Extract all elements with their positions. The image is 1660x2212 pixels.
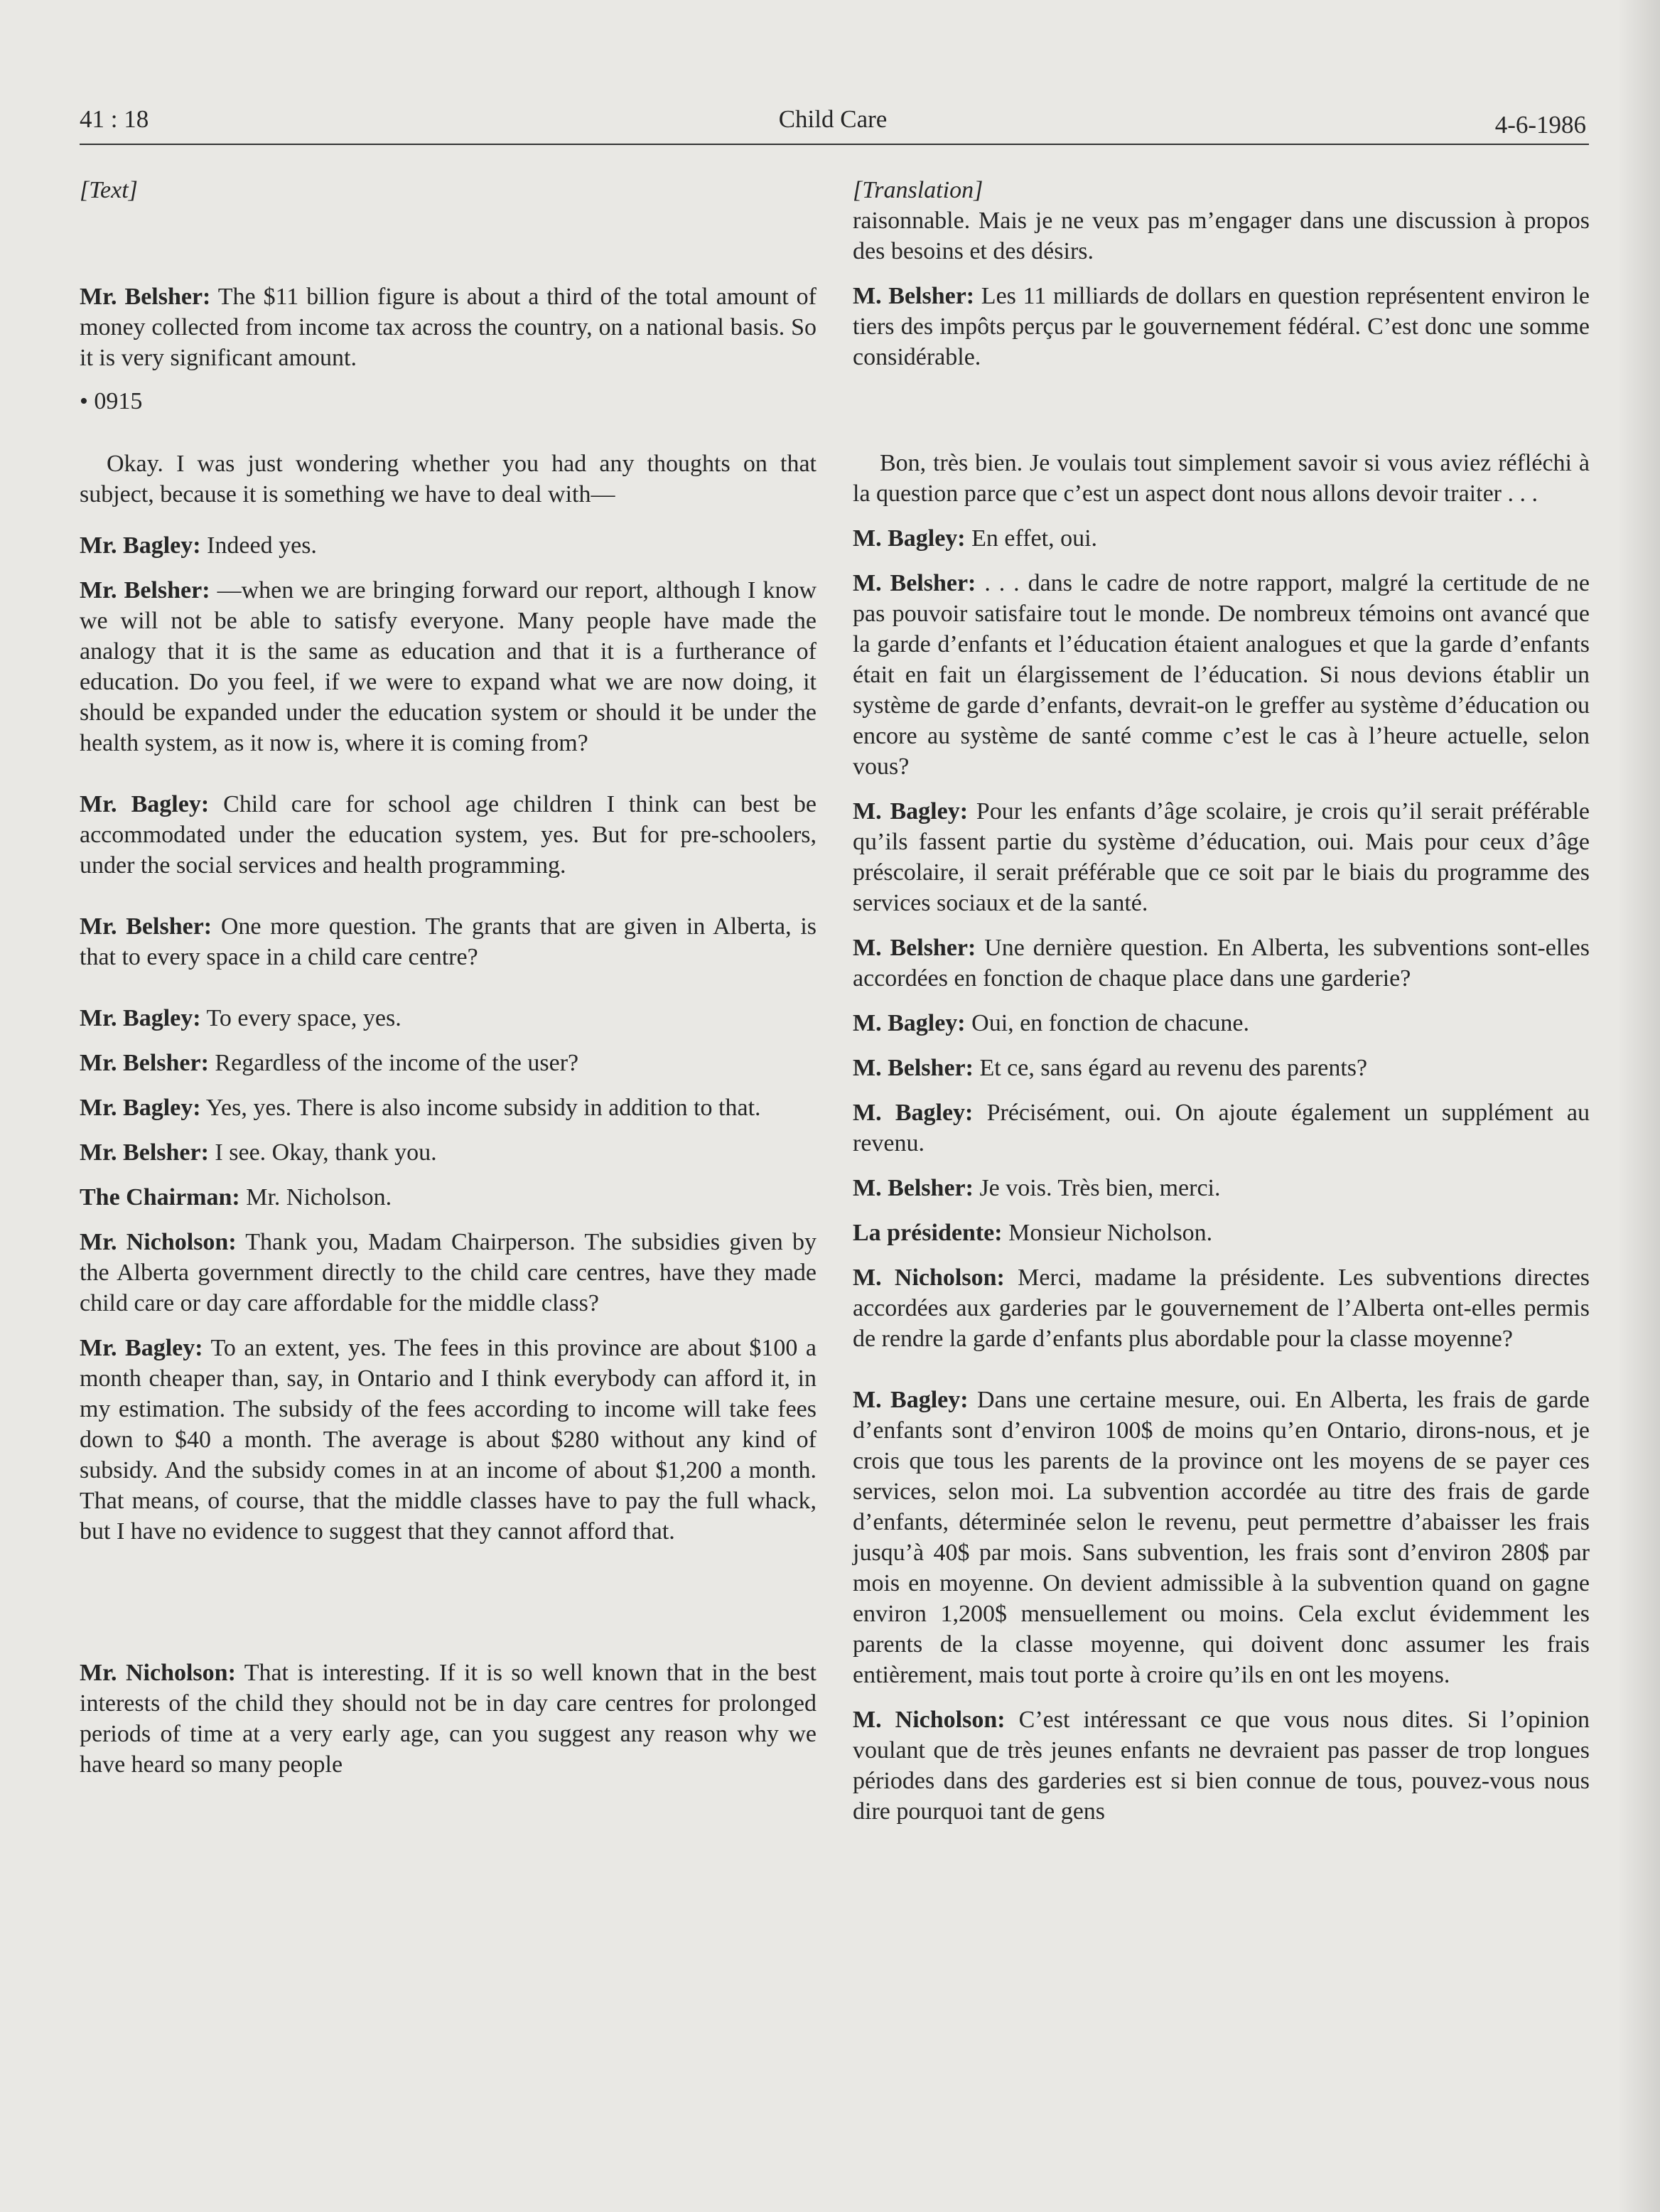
speaker-label: Mr. Bagley: [80, 1335, 203, 1361]
transcript-paragraph [80, 1227, 816, 1319]
paragraph-text: Monsieur Nicholson. [1002, 1220, 1213, 1246]
transcript-paragraph [80, 1182, 816, 1213]
speaker-label: La présidente: [853, 1220, 1003, 1246]
speaker-label: M. Bagley: [853, 1387, 969, 1413]
speaker-label: Mr. Bagley: [80, 532, 201, 559]
paragraph-text: I see. Okay, thank you. [208, 1139, 437, 1166]
transcript-paragraph [80, 530, 816, 561]
english-column [80, 175, 816, 1780]
paragraph-text: Dans une certaine mesure, oui. En Alberta, les frais de garde d’enfants sont d’environ 100$ de moins qu’en Ontario, dirons-nous, et je crois que tous les parents de la province ont les moyens de se payer ces services, selon moi. La subvention accordée au titre des frais de garde d’enfants, déterminée selon le revenu, peut permettre d’abaisser les frais jusqu’à 40$ par mois. Sans subvention, les frais sont d’environ 280$ par mois en moyenne. On devient admissible à la subvention quand on gagne environ 1,200$ mensuellement ou moins. Cela exclut évidemment les parents de la classe moyenne, qui doivent donc assumer les frais entièrement, mais tout porte à croire qu’ils en ont les moyens. [853, 1387, 1590, 1688]
paragraph-text: Précisément, oui. On ajoute également un supplément au revenu. [853, 1100, 1590, 1156]
speaker-label: M. Belsher: [853, 1055, 974, 1081]
transcript-paragraph [853, 1262, 1590, 1354]
paragraph-text: Thank you, Madam Chairperson. The subsidies given by the Alberta government directly to the child care centres, have they made child care or day care affordable for the middle class? [80, 1229, 816, 1316]
column-heading: [Translation] [853, 177, 983, 203]
speaker-label: Mr. Belsher: [80, 577, 210, 603]
header-rule [80, 144, 1589, 145]
speaker-label: M. Bagley: [853, 525, 966, 552]
paragraph-text: Indeed yes. [200, 532, 317, 559]
paragraph-text: Je vois. Très bien, merci. [973, 1175, 1221, 1201]
paragraph-text: Pour les enfants d’âge scolaire, je crois qu’il serait préférable qu’ils fassent partie du système d’éducation, oui. Mais pour ceux d’âge préscolaire, il serait préférable que ce soit par le biais du programme des services sociaux et de la santé. [853, 798, 1590, 916]
paragraph-text: Et ce, sans égard au revenu des parents? [973, 1055, 1368, 1081]
speaker-label: Mr. Bagley: [80, 791, 210, 817]
paragraph-text: Mr. Nicholson. [239, 1184, 392, 1210]
transcript-paragraph [853, 1173, 1590, 1203]
paragraph-text: Child care for school age children I think can best be accommodated under the education system, yes. But for pre-schoolers, under the social services and health programming. [80, 791, 816, 879]
transcript-paragraph [853, 281, 1590, 372]
speaker-label: M. Nicholson: [853, 1265, 1005, 1291]
transcript-paragraph [853, 568, 1590, 782]
speaker-label: M. Bagley: [853, 798, 969, 825]
speaker-label: M. Nicholson: [853, 1707, 1006, 1733]
transcript-paragraph [853, 448, 1590, 509]
transcript-paragraph [80, 1048, 816, 1078]
paragraph-text: Yes, yes. There is also income subsidy in addition to that. [200, 1095, 761, 1121]
speaker-label: M. Belsher: [853, 283, 975, 309]
transcript-paragraph [853, 1053, 1590, 1083]
speaker-label: Mr. Belsher: [80, 284, 211, 310]
speaker-label: Mr. Bagley: [80, 1095, 201, 1121]
speaker-label: M. Belsher: [853, 1175, 974, 1201]
speaker-label: Mr. Belsher: [80, 1139, 209, 1166]
speaker-label: The Chairman: [80, 1184, 240, 1210]
paragraph-text: Regardless of the income of the user? [208, 1050, 579, 1076]
transcript-paragraph [80, 911, 816, 972]
paragraph-text: Bon, très bien. Je voulais tout simplement savoir si vous aviez réfléchi à la question parce que c’est un aspect dont nous allons devoir traiter . . . [853, 450, 1590, 507]
speaker-label: M. Belsher: [853, 570, 976, 596]
transcript-paragraph [853, 205, 1590, 267]
paragraph-text: The $11 billion figure is about a third of the total amount of money collected from income tax across the country, on a national basis. So it is very significant amount. [80, 284, 816, 371]
paragraph-text: Okay. I was just wondering whether you had any thoughts on that subject, because it is something we have to deal with— [80, 451, 816, 508]
transcript-paragraph [80, 1092, 816, 1123]
transcript-paragraph [853, 1008, 1590, 1038]
french-column [853, 175, 1590, 1827]
transcript-paragraph [80, 575, 816, 758]
transcript-paragraph [853, 796, 1590, 918]
paragraph-text: Oui, en fonction de chacune. [965, 1010, 1249, 1036]
transcript-paragraph [853, 1218, 1590, 1248]
speaker-label: M. Bagley: [853, 1100, 974, 1126]
transcript-paragraph [853, 523, 1590, 554]
column-heading: [Text] [80, 177, 138, 203]
speaker-label: Mr. Belsher: [80, 1050, 209, 1076]
timestamp: • 0915 [80, 388, 143, 414]
transcript-paragraph [853, 933, 1590, 994]
paragraph-text: To every space, yes. [200, 1005, 401, 1031]
paragraph-text: That is interesting. If it is so well known that in the best interests of the child they should not be in day care centres for prolonged periods of time at a very early age, can you suggest any reason why we have heard so many people [80, 1660, 816, 1778]
speaker-label: Mr. Nicholson: [80, 1229, 237, 1255]
paragraph-text: raisonnable. Mais je ne veux pas m’engager dans une discussion à propos des besoins et des désirs. [853, 208, 1590, 264]
transcript-paragraph [80, 1137, 816, 1168]
paragraph-text: —when we are bringing forward our report, although I know we will not be able to satisfy everyone. Many people have made the analogy that it is the same as education and that it is a furtherance of education. Do you feel, if we were to expand what we are now doing, it should be expanded under the education system or should it be under the health system, as it now is, where it is coming from? [80, 577, 817, 756]
page-number: 41 : 18 [80, 105, 149, 133]
paragraph-text: . . . dans le cadre de notre rapport, malgré la certitude de ne pas pouvoir satisfaire tout le monde. De nombreux témoins ont avancé que la garde d’enfants et l’éducation étaient analogues et que la garde d’enfants était en fait un élargissement de l’éducation. Si nous devions établir un système de garde d’enfants, devrait-on le greffer au système d’éducation ou encore au système de santé comme c’est le cas à l’heure actuelle, selon vous? [853, 570, 1590, 780]
speaker-label: Mr. Nicholson: [80, 1660, 236, 1686]
speaker-label: Mr. Belsher: [80, 913, 212, 940]
column-heading-label: Translation [862, 177, 974, 203]
page-header [80, 105, 1586, 145]
transcript-paragraph [80, 1658, 816, 1780]
transcript-paragraph [80, 1333, 816, 1547]
header-date: 4-6-1986 [1494, 111, 1586, 139]
column-heading-label: Text [89, 177, 129, 203]
transcript-paragraph [853, 1704, 1590, 1827]
transcript-paragraph [80, 281, 816, 373]
paragraph-text: One more question. The grants that are given in Alberta, is that to every space in a child care centre? [80, 913, 817, 970]
transcript-paragraph [80, 449, 816, 510]
transcript-paragraph [80, 1003, 816, 1033]
running-title: Child Care [778, 105, 888, 133]
transcript-paragraph [80, 789, 816, 881]
page-edge-shadow [1617, 0, 1660, 2212]
paragraph-text: Une dernière question. En Alberta, les subventions sont-elles accordées en fonction de chaque place dans une garderie? [853, 935, 1590, 992]
paragraph-text: C’est intéressant ce que vous nous dites. Si l’opinion voulant que de très jeunes enfants ne devraient pas passer de trop longues périodes dans des garderies est si bien connue de tous, pouvez-vous nous dire pourquoi tant de gens [853, 1707, 1590, 1825]
paragraph-text: Les 11 milliards de dollars en question représentent environ le tiers des impôts perçus par le gouvernement fédéral. C’est donc une somme considérable. [853, 283, 1590, 370]
speaker-label: M. Belsher: [853, 935, 976, 961]
paragraph-text: Merci, madame la présidente. Les subventions directes accordées aux garderies par le gouvernement de l’Alberta ont-elles permis de rendre la garde d’enfants plus abordable pour la classe moyenne? [853, 1265, 1590, 1352]
speaker-label: M. Bagley: [853, 1010, 966, 1036]
speaker-label: Mr. Bagley: [80, 1005, 201, 1031]
transcript-paragraph [853, 1097, 1590, 1159]
transcript-paragraph [853, 1385, 1590, 1690]
paragraph-text: To an extent, yes. The fees in this province are about $100 a month cheaper than, say, in Ontario and I think everybody can afford it, in my estimation. The subsidy of the fees according to income will take fees down to $40 a month. The average is about $280 without any kind of subsidy. And the subsidy comes in at an income of about $1,200 a month. That means, of course, that the middle classes have to pay the full whack, but I have no evidence to suggest that they cannot afford that. [80, 1335, 816, 1545]
paragraph-text: En effet, oui. [965, 525, 1098, 552]
